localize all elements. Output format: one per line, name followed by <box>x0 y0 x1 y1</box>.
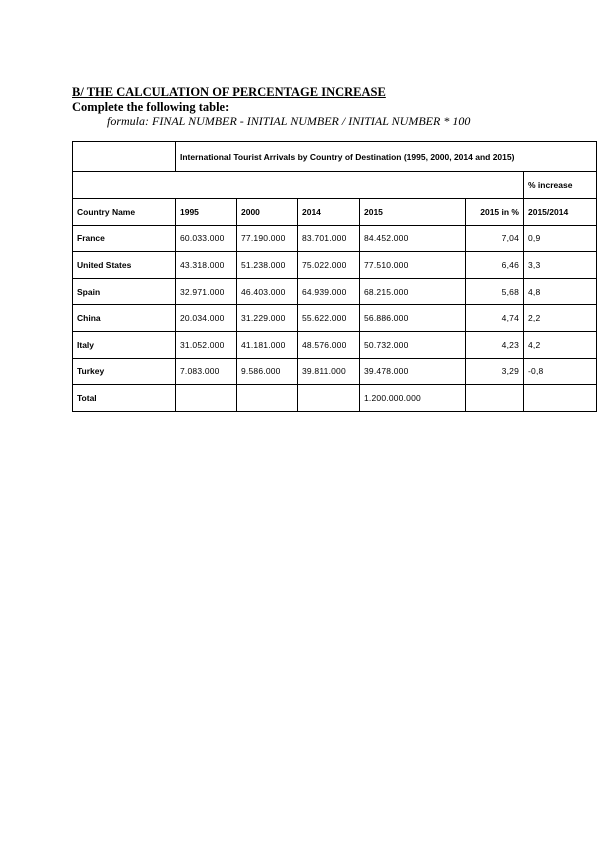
table-cell: 55.622.000 <box>298 305 360 332</box>
column-header: 2000 <box>237 199 298 226</box>
table-cell: 31.229.000 <box>237 305 298 332</box>
table-cell <box>524 385 597 412</box>
country-name-cell: France <box>73 225 176 252</box>
table-cell <box>237 385 298 412</box>
table-cell: 46.403.000 <box>237 278 298 305</box>
table-cell: 4,23 <box>466 331 524 358</box>
table-cell: 75.022.000 <box>298 252 360 279</box>
country-name-cell: Spain <box>73 278 176 305</box>
country-name-cell: Italy <box>73 331 176 358</box>
column-header: Country Name <box>73 199 176 226</box>
column-header: 2015 <box>360 199 466 226</box>
table-cell: 77.190.000 <box>237 225 298 252</box>
column-header: 1995 <box>176 199 237 226</box>
instruction-text: Complete the following table: <box>72 100 230 114</box>
table-cell: 31.052.000 <box>176 331 237 358</box>
formula-text: formula: FINAL NUMBER - INITIAL NUMBER / INITIAL NUMBER * 100 <box>107 114 471 128</box>
table-cell: 6,46 <box>466 252 524 279</box>
column-header: 2015/2014 <box>524 199 597 226</box>
tourist-arrivals-table <box>72 141 597 412</box>
table-cell: 48.576.000 <box>298 331 360 358</box>
table-cell: 39.811.000 <box>298 358 360 385</box>
table-title-row <box>73 142 597 172</box>
table-cell <box>176 385 237 412</box>
table-cell: 4,74 <box>466 305 524 332</box>
table-cell: 9.586.000 <box>237 358 298 385</box>
table-row <box>73 225 597 252</box>
table-cell <box>466 385 524 412</box>
column-header-row <box>73 199 597 226</box>
table-row <box>73 358 597 385</box>
table-cell: 7,04 <box>466 225 524 252</box>
table-cell: 32.971.000 <box>176 278 237 305</box>
table-cell: 60.033.000 <box>176 225 237 252</box>
column-header: 2015 in % <box>466 199 524 226</box>
table-cell: 51.238.000 <box>237 252 298 279</box>
table-cell: 0,9 <box>524 225 597 252</box>
country-name-cell: United States <box>73 252 176 279</box>
table-cell <box>298 385 360 412</box>
table-row <box>73 278 597 305</box>
table-row <box>73 252 597 279</box>
table-cell: 3,29 <box>466 358 524 385</box>
subheader-empty-cell <box>73 172 524 199</box>
table-cell: 64.939.000 <box>298 278 360 305</box>
table-row <box>73 305 597 332</box>
table-cell: 4,8 <box>524 278 597 305</box>
table-subheader-row <box>73 172 597 199</box>
country-name-cell: China <box>73 305 176 332</box>
table-cell: 4,2 <box>524 331 597 358</box>
title-empty-cell <box>73 142 176 172</box>
column-header: 2014 <box>298 199 360 226</box>
pct-increase-label: % increase <box>524 172 597 199</box>
country-name-cell: Turkey <box>73 358 176 385</box>
table-cell: 20.034.000 <box>176 305 237 332</box>
table-cell: -0,8 <box>524 358 597 385</box>
table-cell: 2,2 <box>524 305 597 332</box>
table-cell: 43.318.000 <box>176 252 237 279</box>
table-cell: 7.083.000 <box>176 358 237 385</box>
table-cell: 83.701.000 <box>298 225 360 252</box>
table-cell: 84.452.000 <box>360 225 466 252</box>
section-heading: B/ THE CALCULATION OF PERCENTAGE INCREASE <box>72 85 386 99</box>
table-cell: 77.510.000 <box>360 252 466 279</box>
table-cell: 39.478.000 <box>360 358 466 385</box>
table-row <box>73 385 597 412</box>
table-cell: 68.215.000 <box>360 278 466 305</box>
table-cell: 1.200.000.000 <box>360 385 466 412</box>
table-cell: 50.732.000 <box>360 331 466 358</box>
table-cell: 3,3 <box>524 252 597 279</box>
table-cell: 5,68 <box>466 278 524 305</box>
country-name-cell: Total <box>73 385 176 412</box>
table-row <box>73 331 597 358</box>
table-cell: 41.181.000 <box>237 331 298 358</box>
table-cell: 56.886.000 <box>360 305 466 332</box>
table-title: International Tourist Arrivals by Country of Destination (1995, 2000, 2014 and 2015) <box>176 142 597 172</box>
